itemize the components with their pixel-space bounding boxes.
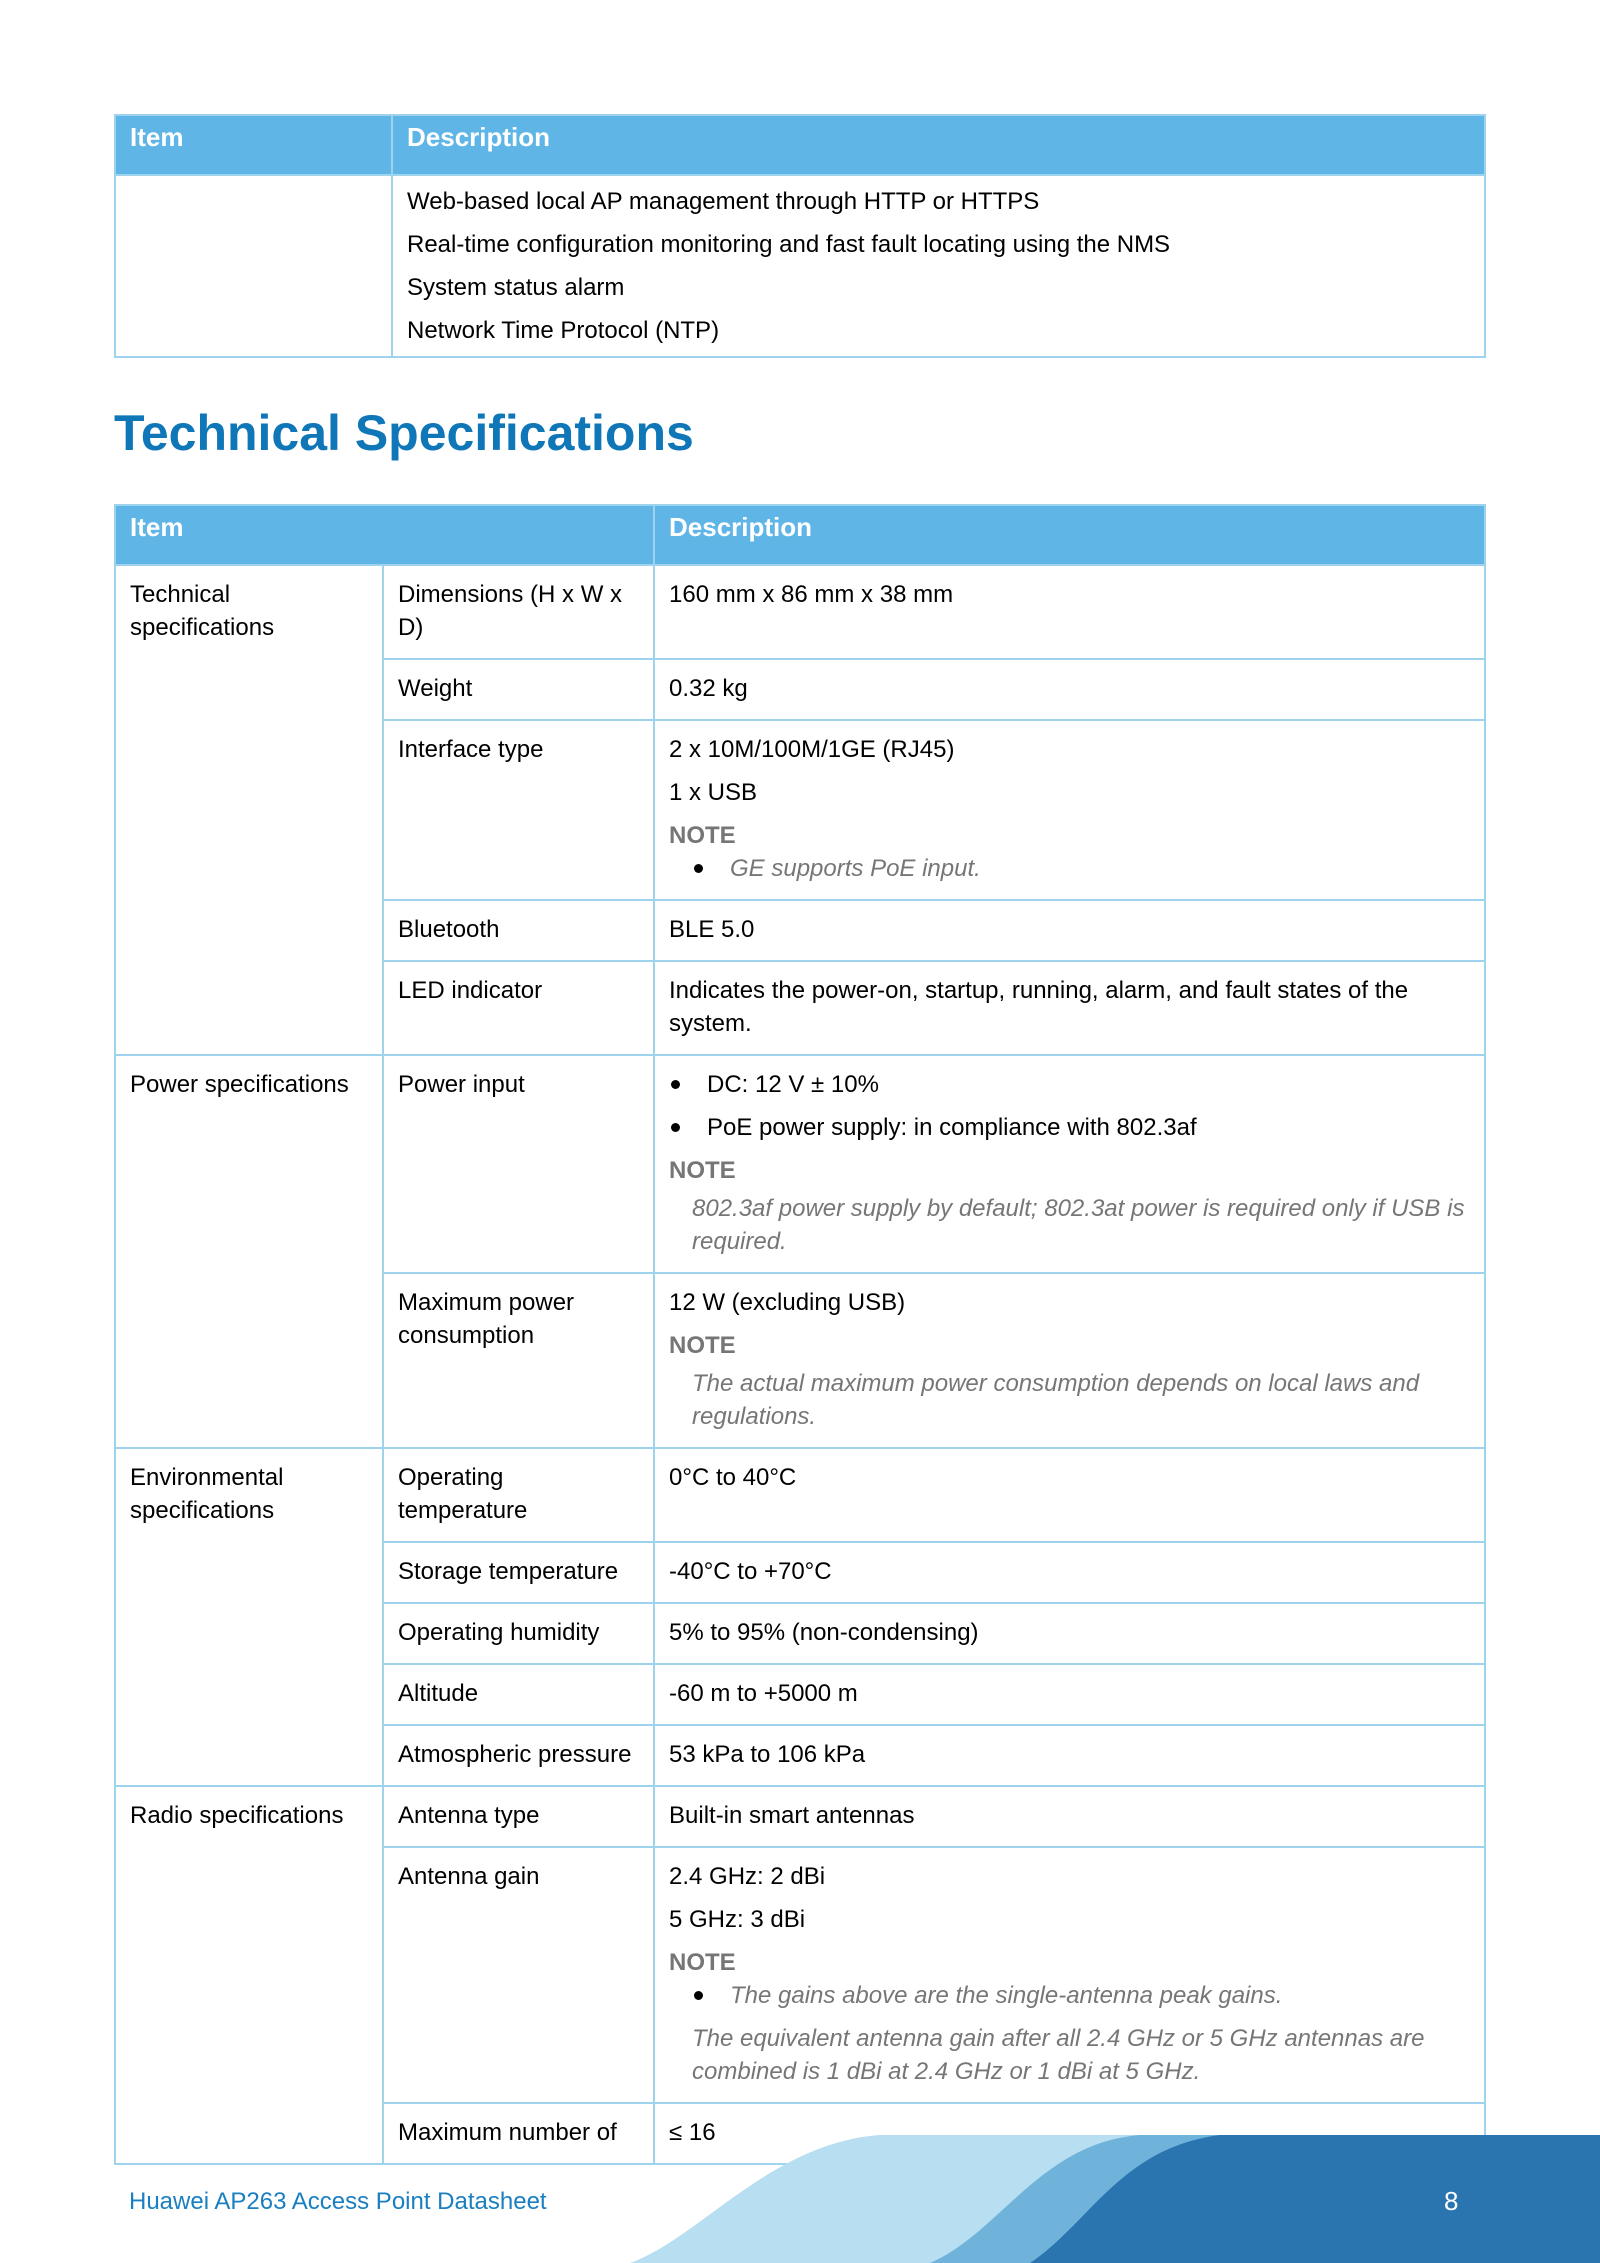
category-radio: Radio specifications: [115, 1786, 383, 2164]
row-value-pressure: 53 kPa to 106 kPa: [654, 1725, 1485, 1786]
section-title: Technical Specifications: [114, 405, 694, 461]
table-row: [115, 1448, 1485, 1542]
table-row: [115, 1055, 1485, 1273]
list-item: System status alarm: [407, 274, 625, 301]
specifications-table: [114, 504, 1486, 2165]
note-bullet-text: The gains above are the single-antenna peak gains.: [669, 1979, 1470, 2012]
note-bullet-text: GE supports PoE input.: [669, 852, 1470, 885]
row-value-weight: 0.32 kg: [654, 659, 1485, 720]
table-header-row: [115, 115, 1485, 175]
row-value-altitude: -60 m to +5000 m: [654, 1664, 1485, 1725]
row-name-weight: Weight: [383, 659, 654, 720]
value-line: 1 x USB: [669, 779, 758, 806]
bullet-item: PoE power supply: in compliance with 802.3af: [669, 1111, 1470, 1144]
row-value-max-number: ≤ 16: [654, 2103, 1485, 2164]
row-name-humidity: Operating humidity: [383, 1603, 654, 1664]
category-technical: Technical specifications: [115, 565, 383, 1055]
table-row: [115, 175, 1485, 357]
row-value-power-input: [654, 1055, 1485, 1273]
row-name-pressure: Atmospheric pressure: [383, 1725, 654, 1786]
header-item: Item: [115, 505, 654, 565]
note-label: NOTE: [669, 1157, 736, 1184]
bullet-item: DC: 12 V ± 10%: [669, 1068, 1470, 1101]
row-value-dimensions: 160 mm x 86 mm x 38 mm: [654, 565, 1485, 659]
row-value-antenna-type: Built-in smart antennas: [654, 1786, 1485, 1847]
note-label: NOTE: [669, 822, 736, 849]
row-value-storage-temp: -40°C to +70°C: [654, 1542, 1485, 1603]
row-name-power-input: Power input: [383, 1055, 654, 1273]
note-label: NOTE: [669, 1332, 736, 1359]
row-name-altitude: Altitude: [383, 1664, 654, 1725]
page-number: 8: [1444, 2186, 1459, 2216]
row-value-bluetooth: BLE 5.0: [654, 900, 1485, 961]
row-name-dimensions: Dimensions (H x W x D): [383, 565, 654, 659]
list-item: Web-based local AP management through HTTP or HTTPS: [407, 188, 1040, 215]
table-row: [115, 1786, 1485, 1847]
category-power: Power specifications: [115, 1055, 383, 1448]
note-text: The actual maximum power consumption depends on local laws and regulations.: [692, 1370, 1420, 1430]
table-header-row: [115, 505, 1485, 565]
list-item: Real-time configuration monitoring and fast fault locating using the NMS: [407, 231, 1171, 258]
note-label: NOTE: [669, 1949, 736, 1976]
value-line: 12 W (excluding USB): [669, 1289, 906, 1316]
row-name-max-number: Maximum number of: [383, 2103, 654, 2164]
note-text: The equivalent antenna gain after all 2.4 GHz or 5 GHz antennas are combined is 1 dBi at 2.4 GHz or 1 dBi at 5 GHz.: [692, 2025, 1425, 2085]
row-name-antenna-type: Antenna type: [383, 1786, 654, 1847]
list-item: Network Time Protocol (NTP): [407, 317, 720, 344]
row-name-storage-temp: Storage temperature: [383, 1542, 654, 1603]
item-cell: [115, 175, 392, 357]
header-item: Item: [115, 115, 392, 175]
row-value-humidity: 5% to 95% (non-condensing): [654, 1603, 1485, 1664]
header-description: Description: [654, 505, 1485, 565]
table-row: [115, 565, 1485, 659]
row-name-op-temp: Operating temperature: [383, 1448, 654, 1542]
value-line: 2 x 10M/100M/1GE (RJ45): [669, 736, 955, 763]
row-value-antenna-gain: [654, 1847, 1485, 2103]
value-line: 2.4 GHz: 2 dBi: [669, 1863, 826, 1890]
row-name-bluetooth: Bluetooth: [383, 900, 654, 961]
row-name-max-power: Maximum power consumption: [383, 1273, 654, 1448]
row-name-antenna-gain: Antenna gain: [383, 1847, 654, 2103]
management-table: [114, 114, 1486, 358]
row-value-led: Indicates the power-on, startup, running, alarm, and fault states of the system.: [654, 961, 1485, 1055]
header-description: Description: [392, 115, 1485, 175]
row-name-led: LED indicator: [383, 961, 654, 1055]
note-text: 802.3af power supply by default; 802.3at power is required only if USB is required.: [692, 1195, 1465, 1255]
row-value-op-temp: 0°C to 40°C: [654, 1448, 1485, 1542]
row-name-interface: Interface type: [383, 720, 654, 900]
footer-title: Huawei AP263 Access Point Datasheet: [129, 2188, 547, 2215]
description-cell: [392, 175, 1485, 357]
row-value-max-power: [654, 1273, 1485, 1448]
category-environmental: Environmental specifications: [115, 1448, 383, 1786]
row-value-interface: [654, 720, 1485, 900]
value-line: 5 GHz: 3 dBi: [669, 1906, 806, 1933]
